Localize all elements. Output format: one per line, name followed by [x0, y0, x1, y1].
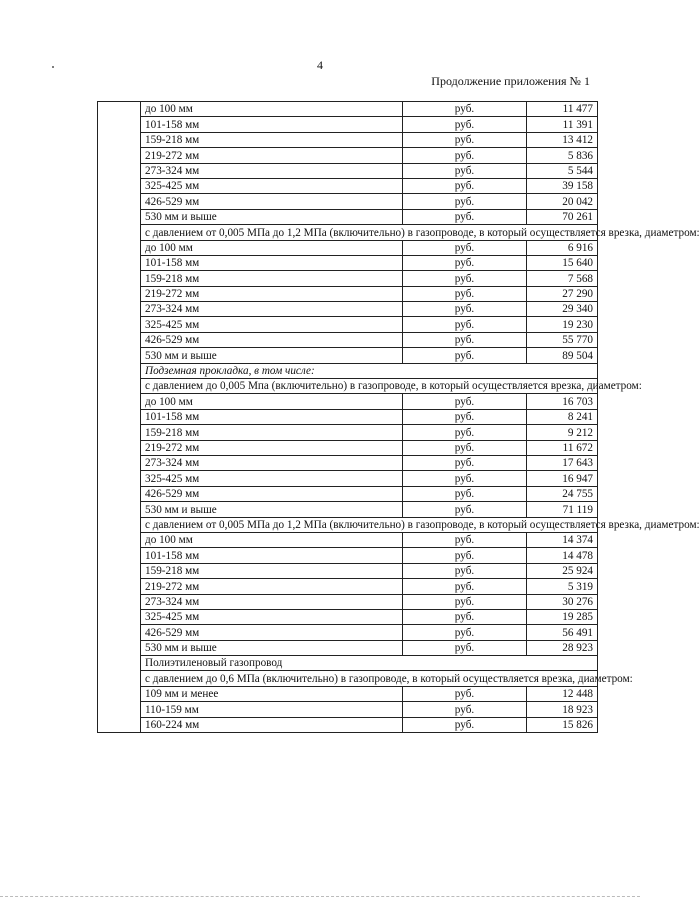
table-row — [98, 148, 598, 163]
row-price-value: 24 755 — [527, 486, 598, 501]
table-row — [98, 455, 598, 470]
row-diameter-label: 325-425 мм — [141, 317, 403, 332]
row-diameter-label: до 100 мм — [141, 240, 403, 255]
row-price-value: 18 923 — [527, 702, 598, 717]
section-heading-row — [98, 517, 598, 532]
row-diameter-label: до 100 мм — [141, 532, 403, 547]
row-diameter-label: 530 мм и выше — [141, 502, 403, 517]
row-diameter-label: 426-529 мм — [141, 625, 403, 640]
table-row — [98, 486, 598, 501]
row-price-value: 16 703 — [527, 394, 598, 409]
row-diameter-label: 110-159 мм — [141, 702, 403, 717]
section-title-row — [98, 656, 598, 671]
row-diameter-label: 159-218 мм — [141, 563, 403, 578]
section-title: Подземная прокладка, в том числе: — [141, 363, 598, 378]
row-price-value: 15 640 — [527, 255, 598, 270]
row-diameter-label: 273-324 мм — [141, 163, 403, 178]
row-unit: руб. — [403, 609, 527, 624]
row-unit: руб. — [403, 240, 527, 255]
row-unit: руб. — [403, 440, 527, 455]
row-diameter-label: 219-272 мм — [141, 579, 403, 594]
row-price-value: 28 923 — [527, 640, 598, 655]
row-unit: руб. — [403, 486, 527, 501]
table-row — [98, 579, 598, 594]
table-row — [98, 102, 598, 117]
row-unit: руб. — [403, 132, 527, 147]
row-unit: руб. — [403, 394, 527, 409]
row-diameter-label: до 100 мм — [141, 102, 403, 117]
table-row — [98, 532, 598, 547]
row-price-value: 7 568 — [527, 271, 598, 286]
table-row — [98, 502, 598, 517]
row-diameter-label: 530 мм и выше — [141, 640, 403, 655]
row-unit: руб. — [403, 686, 527, 701]
row-unit: руб. — [403, 455, 527, 470]
row-diameter-label: 273-324 мм — [141, 455, 403, 470]
row-price-value: 56 491 — [527, 625, 598, 640]
row-diameter-label: 426-529 мм — [141, 486, 403, 501]
table-row — [98, 302, 598, 317]
row-unit: руб. — [403, 255, 527, 270]
table-row — [98, 471, 598, 486]
table-row — [98, 717, 598, 732]
row-price-value: 14 374 — [527, 532, 598, 547]
row-unit: руб. — [403, 332, 527, 347]
table-row — [98, 117, 598, 132]
row-unit: руб. — [403, 409, 527, 424]
row-diameter-label: 426-529 мм — [141, 194, 403, 209]
row-diameter-label: 219-272 мм — [141, 286, 403, 301]
row-diameter-label: 101-158 мм — [141, 409, 403, 424]
table-row — [98, 686, 598, 701]
row-diameter-label: 273-324 мм — [141, 594, 403, 609]
row-unit: руб. — [403, 194, 527, 209]
table-row — [98, 409, 598, 424]
row-price-value: 30 276 — [527, 594, 598, 609]
row-price-value: 12 448 — [527, 686, 598, 701]
section-heading-row — [98, 671, 598, 686]
table-row — [98, 440, 598, 455]
section-heading: с давлением от 0,005 МПа до 1,2 МПа (включительно) в газопроводе, в который осуществляется врезка, диаметром: — [141, 225, 598, 240]
row-diameter-label: до 100 мм — [141, 394, 403, 409]
scan-footer-marks — [0, 896, 640, 903]
row-price-value: 6 916 — [527, 240, 598, 255]
row-price-value: 11 391 — [527, 117, 598, 132]
row-price-value: 71 119 — [527, 502, 598, 517]
row-price-value: 20 042 — [527, 194, 598, 209]
table-row — [98, 286, 598, 301]
row-diameter-label: 159-218 мм — [141, 132, 403, 147]
row-unit: руб. — [403, 502, 527, 517]
table-row — [98, 132, 598, 147]
row-unit: руб. — [403, 563, 527, 578]
row-diameter-label: 159-218 мм — [141, 425, 403, 440]
table-row — [98, 625, 598, 640]
row-unit: руб. — [403, 548, 527, 563]
row-price-value: 9 212 — [527, 425, 598, 440]
page-number: 4 — [317, 58, 323, 72]
table-row — [98, 271, 598, 286]
row-unit: руб. — [403, 348, 527, 363]
row-price-value: 27 290 — [527, 286, 598, 301]
row-price-value: 19 285 — [527, 609, 598, 624]
row-unit: руб. — [403, 163, 527, 178]
row-price-value: 5 836 — [527, 148, 598, 163]
row-diameter-label: 530 мм и выше — [141, 209, 403, 224]
row-unit: руб. — [403, 625, 527, 640]
row-price-value: 25 924 — [527, 563, 598, 578]
row-price-value: 29 340 — [527, 302, 598, 317]
table-row — [98, 394, 598, 409]
row-diameter-label: 273-324 мм — [141, 302, 403, 317]
row-unit: руб. — [403, 640, 527, 655]
table-row — [98, 209, 598, 224]
row-diameter-label: 160-224 мм — [141, 717, 403, 732]
row-price-value: 70 261 — [527, 209, 598, 224]
continuation-caption: Продолжение приложения № 1 — [431, 74, 590, 88]
table-row — [98, 548, 598, 563]
row-price-value: 89 504 — [527, 348, 598, 363]
tariff-table-body — [98, 102, 700, 733]
row-diameter-label: 530 мм и выше — [141, 348, 403, 363]
empty-left-column — [98, 102, 141, 733]
table-row — [98, 702, 598, 717]
row-unit: руб. — [403, 594, 527, 609]
table-row — [98, 317, 598, 332]
table-row — [98, 594, 598, 609]
row-price-value: 17 643 — [527, 455, 598, 470]
row-price-value: 15 826 — [527, 717, 598, 732]
table-row — [98, 332, 598, 347]
table-row — [98, 425, 598, 440]
row-diameter-label: 101-158 мм — [141, 117, 403, 132]
row-diameter-label: 325-425 мм — [141, 178, 403, 193]
row-price-value: 39 158 — [527, 178, 598, 193]
row-diameter-label: 159-218 мм — [141, 271, 403, 286]
section-heading: с давлением от 0,005 МПа до 1,2 МПа (включительно) в газопроводе, в который осуществляется врезка, диаметром: — [141, 517, 598, 532]
table-row — [98, 609, 598, 624]
row-price-value: 11 672 — [527, 440, 598, 455]
table-row — [98, 194, 598, 209]
row-price-value: 16 947 — [527, 471, 598, 486]
row-diameter-label: 101-158 мм — [141, 548, 403, 563]
table-row — [98, 178, 598, 193]
row-diameter-label: 426-529 мм — [141, 332, 403, 347]
row-unit: руб. — [403, 178, 527, 193]
table-row — [98, 563, 598, 578]
row-unit: руб. — [403, 532, 527, 547]
row-unit: руб. — [403, 579, 527, 594]
table-row — [98, 163, 598, 178]
row-diameter-label: 219-272 мм — [141, 440, 403, 455]
row-price-value: 19 230 — [527, 317, 598, 332]
table-row — [98, 240, 598, 255]
row-unit: руб. — [403, 302, 527, 317]
row-diameter-label: 219-272 мм — [141, 148, 403, 163]
row-unit: руб. — [403, 271, 527, 286]
row-unit: руб. — [403, 102, 527, 117]
row-unit: руб. — [403, 148, 527, 163]
section-title-row — [98, 363, 598, 378]
row-unit: руб. — [403, 702, 527, 717]
section-heading-row — [98, 379, 598, 394]
row-price-value: 5 544 — [527, 163, 598, 178]
row-unit: руб. — [403, 286, 527, 301]
row-diameter-label: 109 мм и менее — [141, 686, 403, 701]
row-unit: руб. — [403, 209, 527, 224]
row-price-value: 13 412 — [527, 132, 598, 147]
row-diameter-label: 325-425 мм — [141, 471, 403, 486]
table-row — [98, 348, 598, 363]
section-heading: с давлением до 0,005 Мпа (включительно) в газопроводе, в который осуществляется врезка, диаметром: — [141, 379, 598, 394]
row-unit: руб. — [403, 471, 527, 486]
row-diameter-label: 101-158 мм — [141, 255, 403, 270]
section-title: Полиэтиленовый газопровод — [141, 656, 598, 671]
row-unit: руб. — [403, 425, 527, 440]
row-unit: руб. — [403, 717, 527, 732]
row-unit: руб. — [403, 317, 527, 332]
row-unit: руб. — [403, 117, 527, 132]
row-price-value: 11 477 — [527, 102, 598, 117]
section-heading: с давлением до 0,6 МПа (включительно) в газопроводе, в который осуществляется врезка, диаметром: — [141, 671, 598, 686]
row-diameter-label: 325-425 мм — [141, 609, 403, 624]
tariff-table — [97, 101, 700, 733]
row-price-value: 5 319 — [527, 579, 598, 594]
table-row — [98, 255, 598, 270]
row-price-value: 14 478 — [527, 548, 598, 563]
row-price-value: 8 241 — [527, 409, 598, 424]
table-row — [98, 640, 598, 655]
row-price-value: 55 770 — [527, 332, 598, 347]
section-heading-row — [98, 225, 598, 240]
